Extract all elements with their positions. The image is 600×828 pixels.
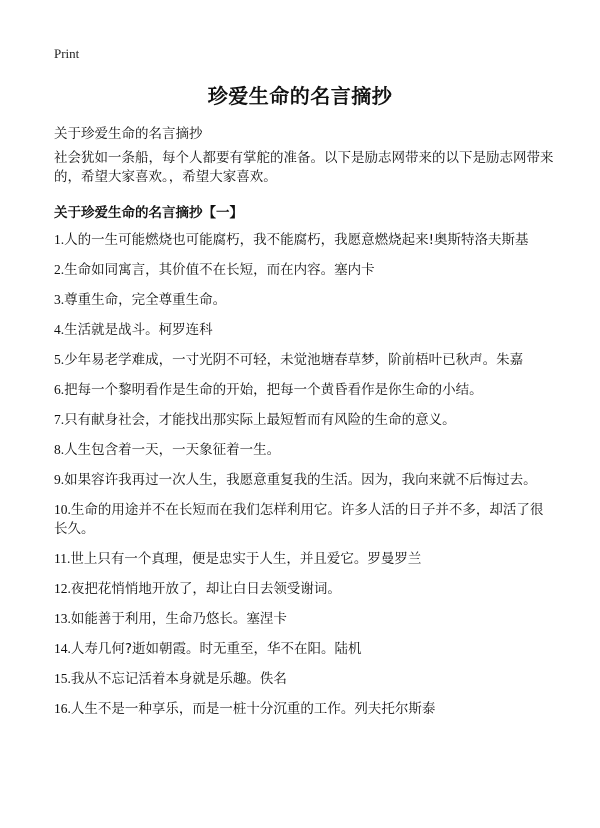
quote-item [54, 609, 554, 629]
page-title: 珍爱生命的名言摘抄 [207, 84, 393, 108]
quote-text: 夜把花悄悄地开放了，却让白日去领受谢词。 [70, 581, 341, 597]
section-heading: 关于珍爱生命的名言摘抄【一】 [54, 205, 243, 221]
quote-number: 10. [54, 502, 71, 517]
quote-text: 人生不是一种享乐，而是一桩十分沉重的工作。列夫托尔斯泰 [70, 701, 436, 717]
quote-number: 7. [54, 412, 65, 427]
quote-number: 1. [54, 232, 65, 247]
quote-number: 14. [54, 641, 71, 656]
quote-item [54, 290, 554, 310]
quote-item [54, 380, 554, 400]
quote-text: 把每一个黎明看作是生命的开始，把每一个黄昏看作是你生命的小结。 [64, 382, 483, 398]
quote-item [54, 500, 554, 539]
quote-number: 16. [54, 701, 71, 716]
quote-number: 11. [54, 551, 71, 566]
quote-number: 5. [54, 352, 65, 367]
quote-item [54, 699, 554, 719]
quote-text: 如能善于利用，生命乃悠长。塞涅卡 [70, 611, 287, 627]
quote-list [54, 230, 554, 729]
subtitle: 关于珍爱生命的名言摘抄 [54, 126, 203, 142]
quote-number: 2. [54, 262, 65, 277]
quote-number: 12. [54, 581, 71, 596]
quote-text: 只有献身社会，才能找出那实际上最短暂而有风险的生命的意义。 [64, 412, 456, 428]
quote-item [54, 440, 554, 460]
quote-number: 15. [54, 671, 71, 686]
quote-text: 世上只有一个真理，便是忠实于人生，并且爱它。罗曼罗兰 [70, 551, 422, 567]
quote-text: 人生包含着一天，一天象征着一生。 [64, 442, 281, 458]
quote-item [54, 470, 554, 490]
quote-item [54, 350, 554, 370]
quote-item [54, 639, 554, 659]
print-link[interactable]: Print [54, 46, 80, 61]
quote-number: 3. [54, 292, 65, 307]
quote-item [54, 410, 554, 430]
quote-number: 8. [54, 442, 65, 457]
quote-text: 生命如同寓言，其价值不在长短，而在内容。塞内卡 [64, 262, 375, 278]
quote-item [54, 230, 554, 250]
quote-item [54, 320, 554, 340]
quote-text: 生命的用途并不在长短而在我们怎样利用它。许多人活的日子并不多，却活了很长久。 [54, 502, 544, 537]
quote-number: 9. [54, 472, 65, 487]
quote-text: 我从不忘记活着本身就是乐趣。佚名 [70, 671, 287, 687]
quote-number: 4. [54, 322, 65, 337]
quote-item [54, 549, 554, 569]
quote-number: 6. [54, 382, 65, 397]
quote-text: 如果容许我再过一次人生，我愿意重复我的生活。因为，我向来就不后悔过去。 [64, 472, 537, 488]
quote-item [54, 260, 554, 280]
quote-text: 生活就是战斗。柯罗连科 [64, 322, 213, 338]
quote-text: 人寿几何?逝如朝霞。时无重至，华不在阳。陆机 [70, 641, 362, 657]
quote-item [54, 579, 554, 599]
quote-item [54, 669, 554, 689]
quote-text: 少年易老学难成，一寸光阴不可轻，未觉池塘春草梦，阶前梧叶已秋声。朱嘉 [64, 352, 524, 368]
quote-number: 13. [54, 611, 71, 626]
quote-text: 尊重生命，完全尊重生命。 [64, 292, 227, 308]
quote-text: 人的一生可能燃烧也可能腐朽，我不能腐朽，我愿意燃烧起来!奥斯特洛夫斯基 [64, 232, 529, 248]
intro-paragraph: 社会犹如一条船，每个人都要有掌舵的准备。以下是励志网带来的以下是励志网带来的，希望大家喜欢。，希望大家喜欢。 [54, 150, 554, 185]
